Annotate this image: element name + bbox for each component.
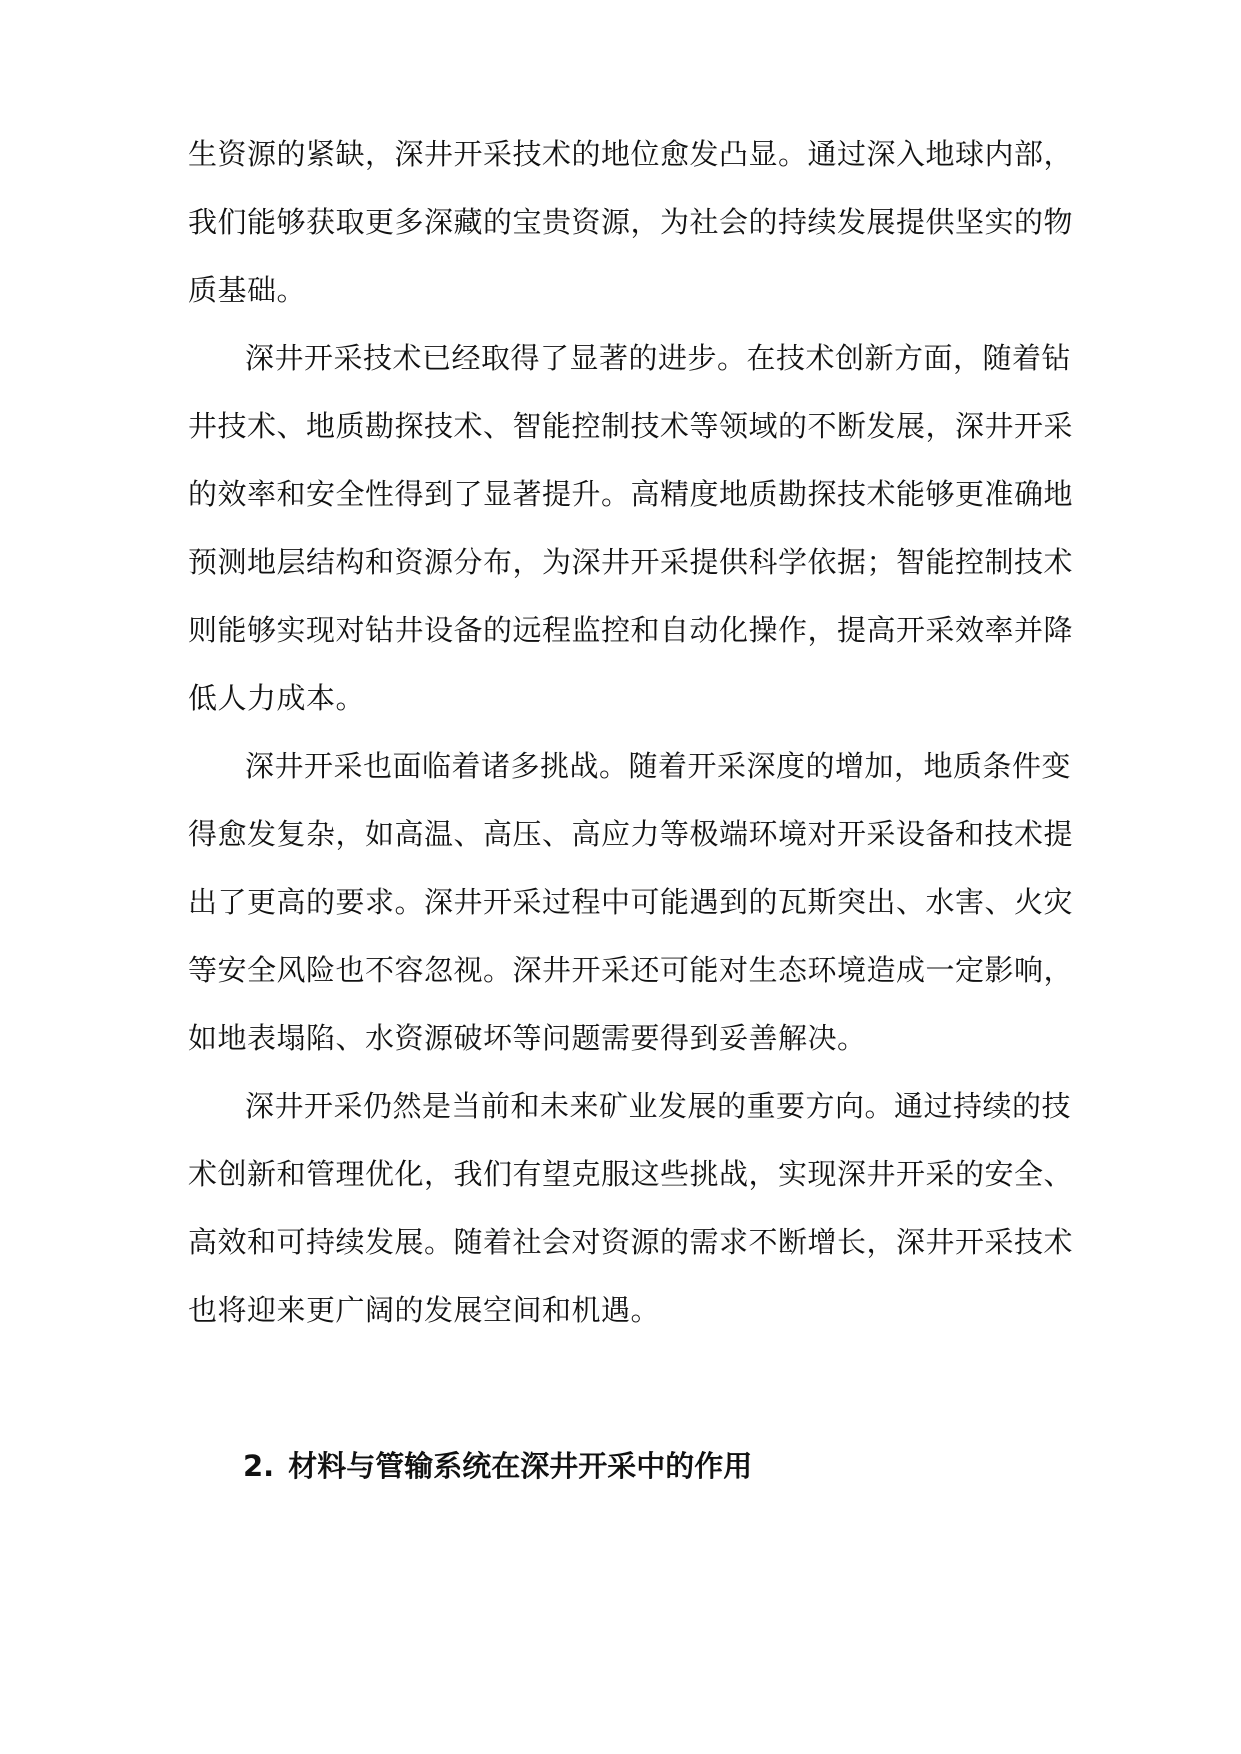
paragraph-3-line-5: 如地表塌陷、水资源破坏等问题需要得到妥善解决。 (188, 1021, 867, 1055)
paragraph-4-line-3: 高效和可持续发展。随着社会对资源的需求不断增长，深井开采技术 (188, 1225, 1074, 1259)
paragraph-1-line-3: 质基础。 (188, 273, 307, 307)
section-heading (243, 1436, 752, 1496)
paragraph-2-line-6: 低人力成本。 (188, 681, 366, 715)
section-heading-title: 材料与管输系统在深井开采中的作用 (288, 1449, 753, 1483)
paragraph-4-line-2: 术创新和管理优化，我们有望克服这些挑战，实现深井开采的安全、 (188, 1157, 1074, 1191)
paragraph-3-line-1: 深井开采也面临着诸多挑战。随着开采深度的增加，地质条件变 (245, 749, 1072, 783)
paragraph-4-line-4: 也将迎来更广阔的发展空间和机遇。 (188, 1293, 661, 1327)
paragraph-2-line-4: 预测地层结构和资源分布，为深井开采提供科学依据；智能控制技术 (188, 545, 1074, 579)
section-heading-number: 2. (243, 1449, 275, 1483)
paragraph-3-line-4: 等安全风险也不容忽视。深井开采还可能对生态环境造成一定影响， (188, 953, 1074, 987)
paragraph-2-line-2: 井技术、地质勘探技术、智能控制技术等领域的不断发展，深井开采 (188, 409, 1074, 443)
paragraph-3-line-2: 得愈发复杂，如高温、高压、高应力等极端环境对开采设备和技术提 (188, 817, 1074, 851)
paragraph-1-line-1: 生资源的紧缺，深井开采技术的地位愈发凸显。通过深入地球内部， (188, 137, 1074, 171)
paragraph-4-line-1: 深井开采仍然是当前和未来矿业发展的重要方向。通过持续的技 (245, 1089, 1072, 1123)
paragraph-2-line-1: 深井开采技术已经取得了显著的进步。在技术创新方面，随着钻 (245, 341, 1072, 375)
paragraph-1-line-2: 我们能够获取更多深藏的宝贵资源，为社会的持续发展提供坚实的物 (188, 205, 1074, 239)
paragraph-2-line-5: 则能够实现对钻井设备的远程监控和自动化操作，提高开采效率并降 (188, 613, 1074, 647)
paragraph-3-line-3: 出了更高的要求。深井开采过程中可能遇到的瓦斯突出、水害、火灾 (188, 885, 1074, 919)
paragraph-2-line-3: 的效率和安全性得到了显著提升。高精度地质勘探技术能够更准确地 (188, 477, 1074, 511)
